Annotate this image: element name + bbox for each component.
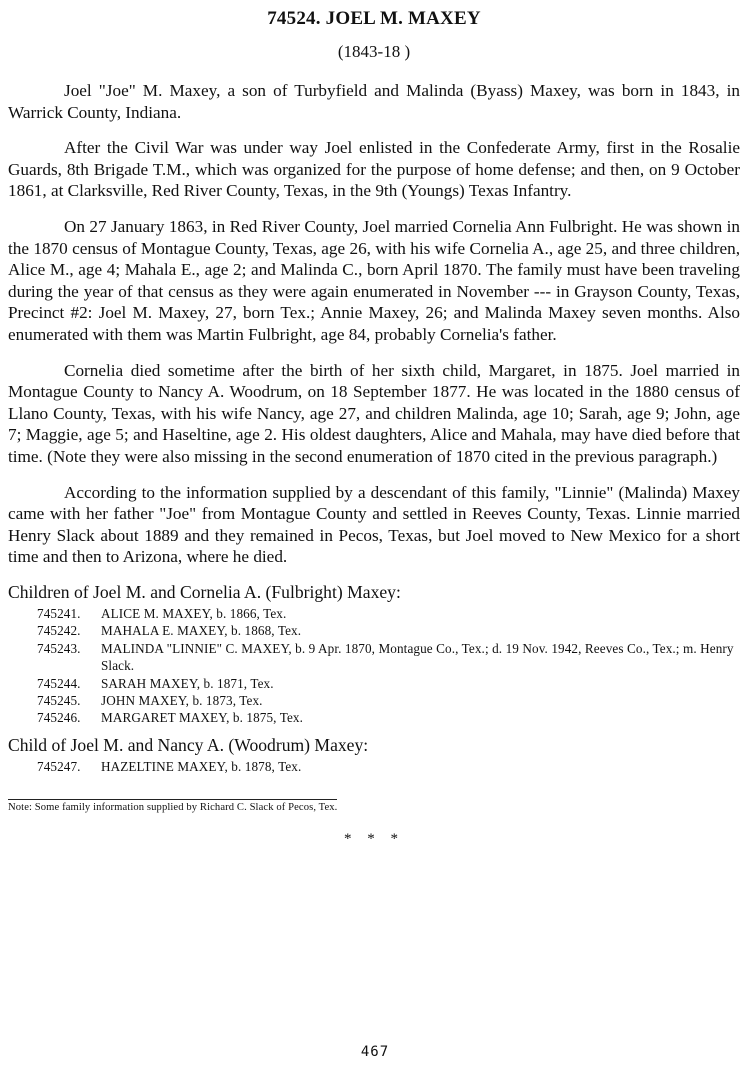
list-item: [37, 622, 740, 639]
child-entry: ALICE M. MAXEY, b. 1866, Tex.: [101, 605, 287, 621]
biography-body: [8, 80, 740, 568]
child-number: 745243.: [37, 640, 81, 656]
paragraph-descendant-info: According to the information supplied by a descendant of this family, "Linnie" (Malinda) Maxey came with her father "Joe" from Montague County and settled in Reeves County, Texas. Linnie married Henry Slack about 1889 and they remained in Pecos, Texas, but Joel moved to New Mexico for a short time and then to Arizona, where he died.: [8, 482, 740, 567]
child-entry: JOHN MAXEY, b. 1873, Tex.: [101, 692, 263, 708]
footnote: Note: Some family information supplied by Richard C. Slack of Pecos, Tex.: [8, 799, 337, 813]
paragraph-second-marriage: Cornelia died sometime after the birth of her sixth child, Margaret, in 1875. Joel married in Montague County to Nancy A. Woodrum, on 18 September 1877. He was located in the 1880 census of Llano County, Texas, with his wife Nancy, age 27, and children Malinda, age 10; Sarah, age 9; John, age 7; Maggie, age 5; and Haseltine, age 2. His oldest daughters, Alice and Mahala, may have died before that time. (Note they were also missing in the second enumeration of 1870 cited in the previous paragraph.): [8, 360, 740, 466]
page-title: 74524. JOEL M. MAXEY: [267, 8, 481, 29]
children-list-second: [37, 758, 740, 775]
child-entry: MARGARET MAXEY, b. 1875, Tex.: [101, 710, 303, 726]
section-separator: * * *: [344, 831, 404, 848]
list-item: [37, 709, 740, 726]
paragraph-birth: Joel "Joe" M. Maxey, a son of Turbyfield and Malinda (Byass) Maxey, was born in 1843, in Warrick County, Indiana.: [8, 81, 740, 122]
child-entry: MAHALA E. MAXEY, b. 1868, Tex.: [101, 623, 302, 639]
paragraph-marriage: On 27 January 1863, in Red River County, Joel married Cornelia Ann Fulbright. He was shown in the 1870 census of Montague County, Texas, age 26, with his wife Cornelia A., age 25, and three children, Alice M., age 4; Mahala E., age 2; and Malinda C., born April 1870. The family must have been traveling during the year of that census as they were again enumerated in November --- in Grayson County, Texas, Precinct #2: Joel M. Maxey, 27, born Tex.; Annie Maxey, 26; and Malinda Maxey seven months. Also enumerated with them was Martin Fulbright, age 84, probably Cornelia's father.: [8, 216, 740, 344]
child-number: 745247.: [37, 758, 81, 774]
list-item: [37, 605, 740, 622]
child-number: 745244.: [37, 675, 81, 691]
list-item: [37, 692, 740, 709]
child-number: 745245.: [37, 692, 81, 708]
list-item: [37, 675, 740, 692]
child-entry: MALINDA "LINNIE" C. MAXEY, b. 9 Apr. 1870, Montague Co., Tex.; d. 19 Nov. 1942, Reeves Co., Tex.; m. Henry Slack.: [101, 640, 734, 674]
list-item: [37, 758, 740, 775]
child-entry: HAZELTINE MAXEY, b. 1878, Tex.: [101, 758, 302, 774]
child-number: 745241.: [37, 605, 81, 621]
child-number: 745242.: [37, 623, 81, 639]
document-page: [8, 0, 740, 848]
paragraph-military: After the Civil War was under way Joel enlisted in the Confederate Army, first in the Rosalie Guards, 8th Brigade T.M., which was organized for the purpose of home defense; and then, on 9 October 1861, at Clarksville, Red River County, Texas, in the 9th (Youngs) Texas Infantry.: [8, 138, 740, 201]
footnote-wrapper: [8, 797, 740, 815]
children-heading-second: Child of Joel M. and Nancy A. (Woodrum) Maxey:: [8, 734, 369, 755]
life-dates: (1843-18 ): [337, 42, 411, 61]
children-heading-first: Children of Joel M. and Cornelia A. (Fulbright) Maxey:: [8, 581, 401, 602]
page-number: 467: [360, 1044, 390, 1060]
child-number: 745246.: [37, 710, 81, 726]
child-entry: SARAH MAXEY, b. 1871, Tex.: [101, 675, 274, 691]
list-item: [37, 640, 740, 675]
children-list-first: [37, 605, 740, 727]
